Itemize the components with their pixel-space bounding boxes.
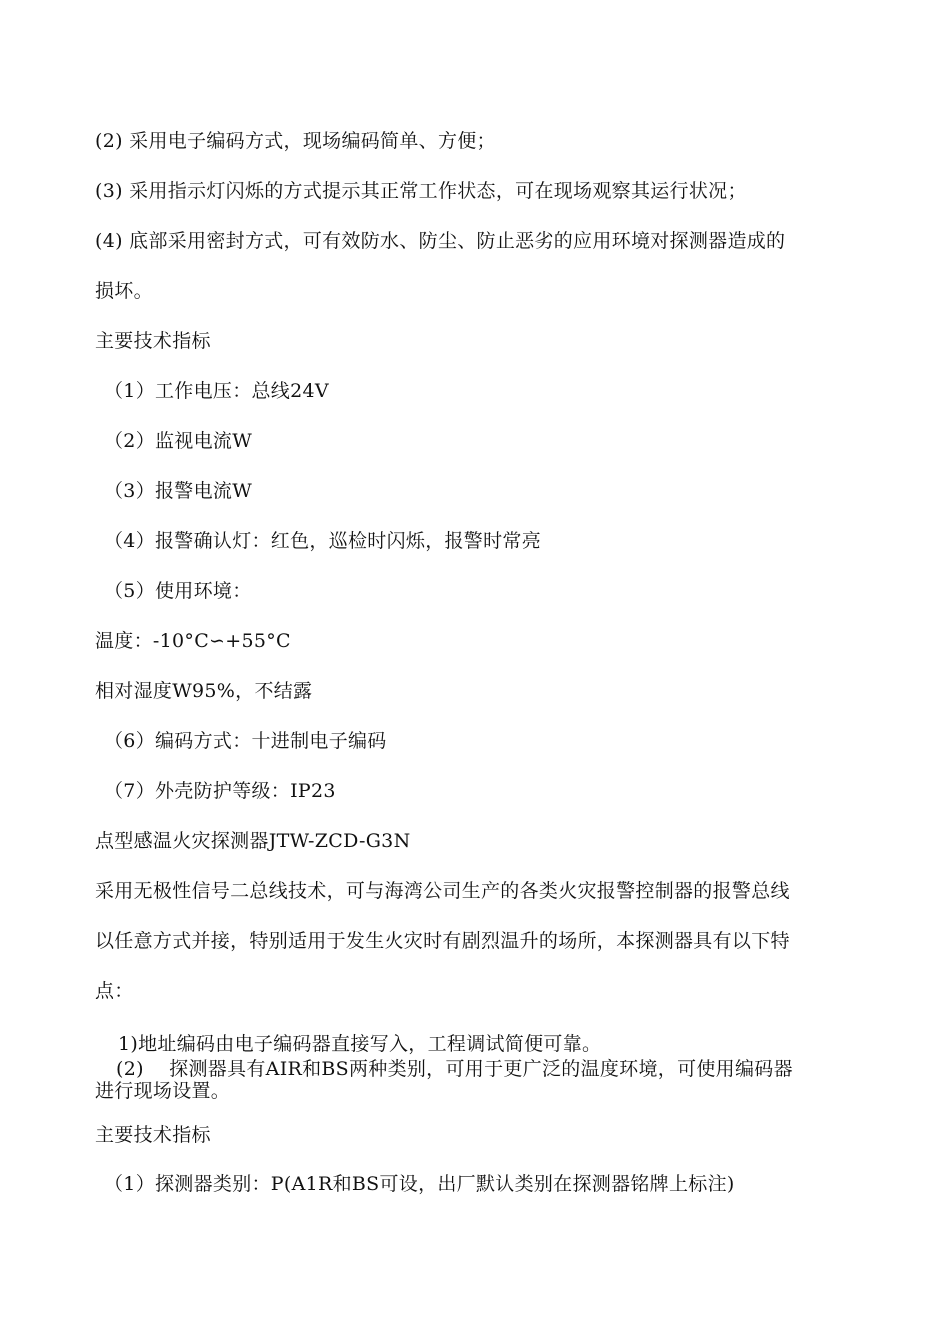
product-title: 点型感温火灾探测器JTW-ZCD-G3N [95,830,411,852]
feature-item-continuation: 进行现场设置。 [95,1080,231,1102]
feature-item: (2) 采用电子编码方式，现场编码简单、方便； [95,130,496,152]
spec-item: （1）探测器类别：P(A1R和BS可设，出厂默认类别在探测器铭牌上标注) [104,1173,735,1195]
section-heading: 主要技术指标 [95,330,211,352]
feature-item-continuation: 损坏。 [95,280,153,302]
section-heading: 主要技术指标 [95,1124,211,1146]
intro-paragraph-line: 以任意方式并接，特别适用于发生火灾时有剧烈温升的场所，本探测器具有以下特 [95,930,790,952]
feature-item: 1)地址编码由电子编码器直接写入，工程调试简便可靠。 [118,1033,602,1055]
feature-item: (3) 采用指示灯闪烁的方式提示其正常工作状态，可在现场观察其运行状况； [95,180,747,202]
feature-item: (4) 底部采用密封方式，可有效防水、防尘、防止恶劣的应用环境对探测器造成的 [95,230,786,252]
intro-paragraph-line: 采用无极性信号二总线技术，可与海湾公司生产的各类火灾报警控制器的报警总线 [95,880,790,902]
spec-item: （7）外壳防护等级：IP23 [104,780,336,802]
spec-item: （3）报警电流W [104,480,253,502]
intro-paragraph-line: 点： [95,980,134,1002]
spec-subitem: 温度：-10°C∽+55°C [95,630,291,652]
spec-item: （5）使用环境： [104,580,252,602]
feature-item: (2) 探测器具有AIR和BS两种类别，可用于更广泛的温度环境，可使用编码器 [116,1058,793,1080]
spec-item: （1）工作电压：总线24V [104,380,329,402]
spec-item: （2）监视电流W [104,430,253,452]
spec-item: （6）编码方式：十进制电子编码 [104,730,387,752]
spec-item: （4）报警确认灯：红色，巡检时闪烁，报警时常亮 [104,530,541,552]
spec-subitem: 相对湿度W95%，不结露 [95,680,313,702]
